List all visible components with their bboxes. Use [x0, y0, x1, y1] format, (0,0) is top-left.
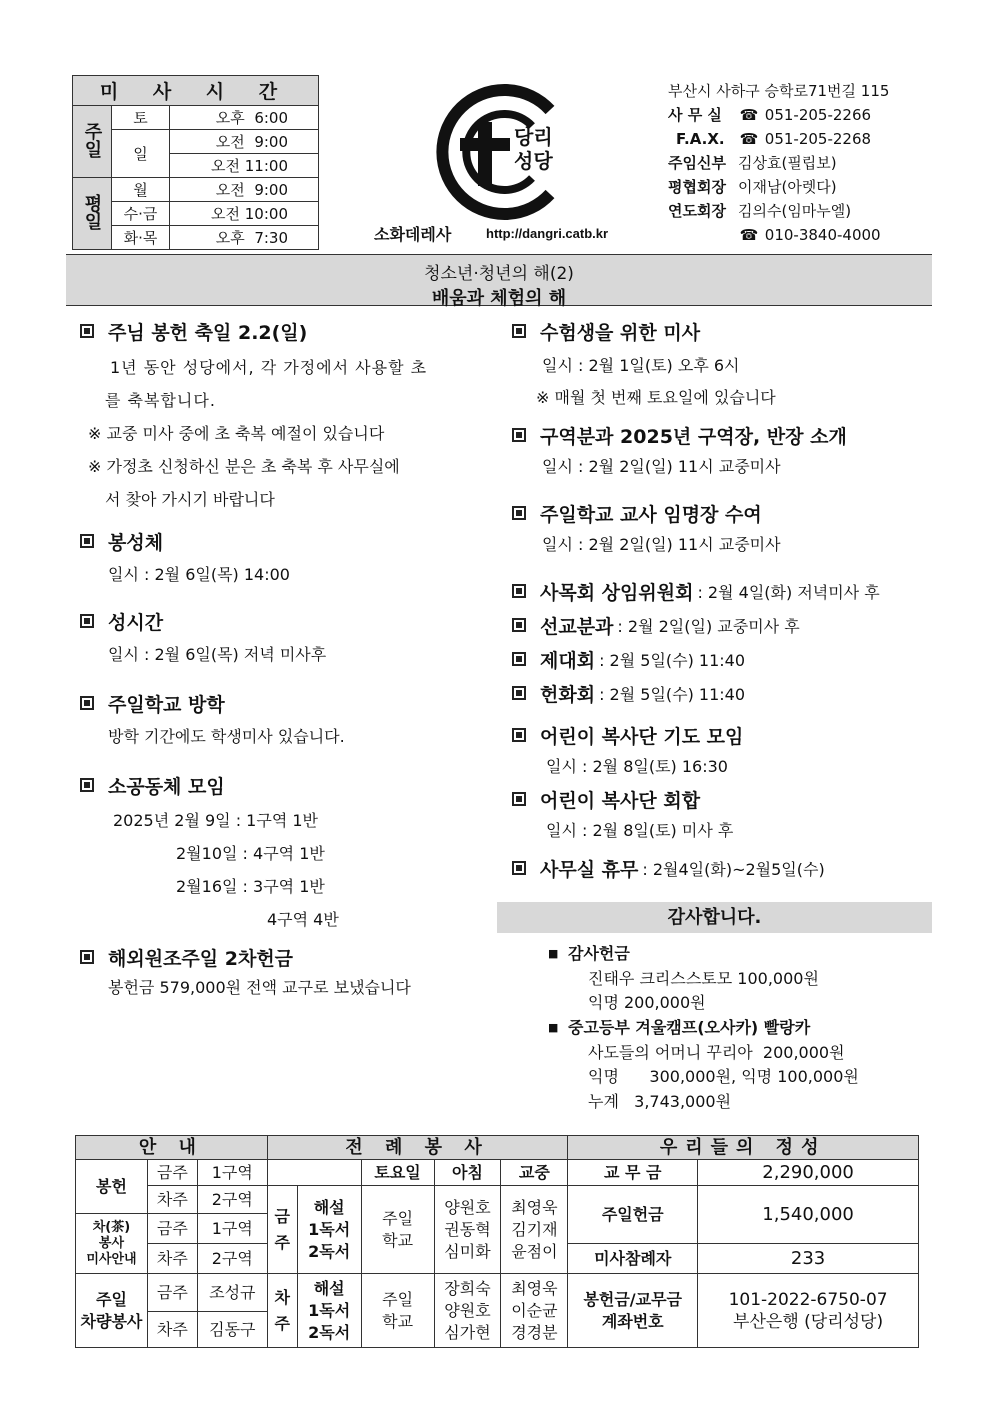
fax-phone: 051-205-2268 — [764, 130, 872, 148]
thanks-line: 진태우 크리스스토모 100,000원 — [588, 968, 819, 988]
sunday-label: 주일 — [73, 106, 112, 178]
tea-service-label: 차(茶) 봉사 미사안내 — [76, 1214, 148, 1274]
fax-label: F.A.X. — [676, 130, 725, 148]
text-line: 1년 동안 성당에서, 각 가정에서 사용할 초 — [110, 358, 428, 377]
text-line: 2월16일 : 3구역 1반 — [176, 877, 325, 896]
square-bullet-icon — [512, 428, 526, 442]
thanks-line: 누계 3,743,000원 — [588, 1091, 732, 1111]
text-line: 일시 : 2월 6일(목) 저녁 미사후 — [108, 645, 327, 664]
sunday-school-cell: 주일 학교 — [361, 1186, 434, 1274]
section-title: 주님 봉헌 축일 2.2(일) — [80, 318, 490, 344]
priest-name: 김상효(필립보) — [738, 154, 837, 172]
guide-cell: 김동구 — [197, 1312, 267, 1348]
mass-day: 토 — [112, 106, 170, 130]
yeondo-name: 김의수(임마누엘) — [738, 202, 852, 220]
text-line: 2월10일 : 4구역 1반 — [176, 844, 325, 863]
mass-time: 오후 6:00 — [170, 106, 319, 130]
patron-saint: 소화데레사 — [374, 225, 452, 244]
text-line: ※ 매월 첫 번째 토요일에 있습니다 — [536, 388, 776, 407]
square-bullet-icon — [512, 861, 526, 875]
square-bullet-icon — [512, 324, 526, 338]
mass-time: 오전 10:00 — [170, 202, 319, 226]
parish-info — [668, 79, 889, 247]
square-bullet-icon — [80, 950, 94, 964]
thanks-header: 감사합니다. — [497, 902, 932, 933]
guide-header: 안 내 — [76, 1136, 268, 1160]
section-title: 선교분과 : 2월 2일(일) 교중미사 후 — [512, 610, 932, 640]
section-title: 사목회 상임위원회 : 2월 4일(화) 저녁미사 후 — [512, 576, 932, 606]
text-line: ※ 교중 미사 중에 초 축복 예절이 있습니다 — [88, 424, 385, 443]
mass-time: 오전 11:00 — [170, 154, 319, 178]
text-line: 4구역 4반 — [267, 910, 339, 929]
section-title: 구역분과 2025년 구역장, 반장 소개 — [512, 422, 932, 448]
main-mass-readers: 최영욱 김기재 윤점이 — [501, 1186, 568, 1274]
morning-header: 아침 — [434, 1160, 501, 1186]
offering-value: 233 — [698, 1244, 919, 1274]
thanks-heading: 감사헌금 — [568, 944, 630, 963]
text-line: 방학 기간에도 학생미사 있습니다. — [108, 727, 345, 746]
square-bullet-icon — [512, 728, 526, 742]
service-table — [75, 1135, 919, 1348]
guide-cell: 1구역 — [197, 1160, 267, 1186]
bongheon-label: 봉헌 — [76, 1160, 148, 1214]
guide-cell: 1구역 — [197, 1214, 267, 1244]
week-label: 금주 — [147, 1274, 197, 1312]
council-label: 평협회장 — [668, 178, 726, 196]
council-name: 이재남(아렛다) — [738, 178, 837, 196]
liturgy-header: 전 례 봉 사 — [267, 1136, 568, 1160]
square-bullet-icon — [80, 324, 94, 338]
section-title: 어린이 복사단 기도 모임 — [512, 722, 932, 748]
saturday-header: 토요일 — [361, 1160, 434, 1186]
thanks-list — [548, 942, 859, 1114]
bullet-icon: ■ — [548, 1021, 559, 1034]
text-line: 2025년 2월 9일 : 1구역 1반 — [113, 811, 318, 830]
mass-time: 오전 9:00 — [170, 178, 319, 202]
guide-cell: 2구역 — [197, 1186, 267, 1214]
text-line: 서 찾아 가시기 바랍니다 — [105, 490, 275, 509]
mass-day: 월 — [112, 178, 170, 202]
offering-header: 우리들의 정성 — [568, 1136, 919, 1160]
phone-icon: ☎ — [739, 130, 759, 148]
thanks-line: 익명 200,000원 — [588, 993, 706, 1013]
roles-label: 해설 1독서 2독서 — [297, 1186, 361, 1274]
mass-time: 오후 7:30 — [170, 226, 319, 250]
section-title: 헌화회 : 2월 5일(수) 11:40 — [512, 678, 932, 708]
text-line: 일시 : 2월 8일(토) 미사 후 — [546, 821, 734, 840]
phone-icon: ☎ — [739, 106, 759, 124]
text-line: 일시 : 2월 6일(목) 14:00 — [108, 565, 290, 584]
account-label: 봉헌금/교무금 계좌번호 — [568, 1274, 698, 1348]
account-number: 101-2022-6750-07 부산은행 (당리성당) — [698, 1274, 919, 1348]
section-title: 해외원조주일 2차헌금 — [80, 944, 490, 970]
square-bullet-icon — [512, 618, 526, 632]
banner-line-2: 배움과 체험의 해 — [431, 288, 567, 309]
week-label: 금주 — [147, 1214, 197, 1244]
morning-readers: 장희숙 양원호 심가현 — [434, 1274, 501, 1348]
text-line: 를 축복합니다. — [105, 391, 216, 410]
guide-cell: 조성규 — [197, 1274, 267, 1312]
parish-logo — [430, 82, 580, 222]
text-line: 일시 : 2월 2일(일) 11시 교중미사 — [542, 535, 781, 554]
mass-schedule-title: 미 사 시 간 — [73, 76, 319, 106]
phone-icon: ☎ — [739, 226, 759, 244]
week-label: 차주 — [147, 1312, 197, 1348]
logo-text-bottom: 성당 — [514, 149, 553, 173]
address: 부산시 사하구 승학로71번길 115 — [668, 82, 890, 100]
offering-value: 2,290,000 — [698, 1160, 919, 1186]
main-mass-readers: 최영욱 이순균 경경분 — [501, 1274, 568, 1348]
cross-icon — [478, 122, 492, 186]
right-column — [512, 318, 932, 882]
theme-banner — [66, 254, 932, 309]
parking-service-label: 주일 차량봉사 — [76, 1274, 148, 1348]
offering-label: 주일헌금 — [568, 1186, 698, 1244]
mass-day: 일 — [112, 130, 170, 178]
yeondo-phone: 010-3840-4000 — [764, 226, 881, 244]
square-bullet-icon — [512, 686, 526, 700]
square-bullet-icon — [512, 584, 526, 598]
logo-text-top: 당리 — [514, 125, 553, 149]
weekday-label: 평일 — [73, 178, 112, 250]
week-label: 금주 — [147, 1160, 197, 1186]
bullet-icon: ■ — [548, 947, 559, 961]
mass-day: 수·금 — [112, 202, 170, 226]
text-line: 봉헌금 579,000원 전액 교구로 보냈습니다 — [108, 978, 411, 997]
section-title: 봉성체 — [80, 528, 490, 554]
square-bullet-icon — [80, 696, 94, 710]
section-title: 주일학교 교사 임명장 수여 — [512, 500, 932, 526]
mass-schedule-table — [72, 75, 319, 250]
main-mass-header: 교중 — [501, 1160, 568, 1186]
office-phone: 051-205-2266 — [764, 106, 872, 124]
this-week-label: 금 주 — [267, 1186, 297, 1274]
thanks-heading: 중고등부 겨울캠프(오사카) 빨랑카 — [568, 1017, 811, 1037]
sunday-school-cell: 주일 학교 — [361, 1274, 434, 1348]
section-title: 성시간 — [80, 608, 490, 634]
office-label: 사 무 실 — [668, 106, 722, 124]
morning-readers: 양원호 권동혁 심미화 — [434, 1186, 501, 1274]
thanks-line: 익명 300,000원, 익명 100,000원 — [588, 1067, 859, 1086]
text-line: 일시 : 2월 2일(일) 11시 교중미사 — [542, 457, 781, 476]
thanks-line: 사도들의 어머니 꾸리아 200,000원 — [588, 1042, 845, 1062]
square-bullet-icon — [80, 614, 94, 628]
offering-value: 1,540,000 — [698, 1186, 919, 1244]
square-bullet-icon — [512, 506, 526, 520]
text-line: 일시 : 2월 8일(토) 16:30 — [546, 757, 728, 776]
yeondo-label: 연도회장 — [668, 202, 726, 220]
square-bullet-icon — [512, 652, 526, 666]
section-title: 사무실 휴무 : 2월4일(화)~2월5일(수) — [512, 854, 932, 882]
square-bullet-icon — [512, 792, 526, 806]
square-bullet-icon — [80, 534, 94, 548]
week-label: 차주 — [147, 1244, 197, 1274]
mass-time: 오전 9:00 — [170, 130, 319, 154]
section-title: 소공동체 모임 — [80, 772, 490, 798]
section-title: 어린이 복사단 회합 — [512, 786, 932, 812]
section-title: 주일학교 방학 — [80, 690, 490, 716]
left-column — [80, 318, 490, 1002]
next-week-label: 차 주 — [267, 1274, 297, 1348]
mass-day: 화·목 — [112, 226, 170, 250]
week-label: 차주 — [147, 1186, 197, 1214]
banner-line-1: 청소년·청년의 해(2) — [424, 264, 574, 284]
parish-url[interactable]: http://dangri.catb.kr — [486, 226, 609, 241]
section-title: 제대회 : 2월 5일(수) 11:40 — [512, 644, 932, 674]
text-line: ※ 가정초 신청하신 분은 초 축복 후 사무실에 — [88, 457, 400, 476]
roles-label: 해설 1독서 2독서 — [297, 1274, 361, 1348]
offering-label: 교 무 금 — [568, 1160, 698, 1186]
text-line: 일시 : 2월 1일(토) 오후 6시 — [542, 356, 740, 375]
priest-label: 주임신부 — [668, 154, 726, 172]
section-title: 수험생을 위한 미사 — [512, 318, 932, 344]
square-bullet-icon — [80, 778, 94, 792]
guide-cell: 2구역 — [197, 1244, 267, 1274]
offering-label: 미사참례자 — [568, 1244, 698, 1274]
